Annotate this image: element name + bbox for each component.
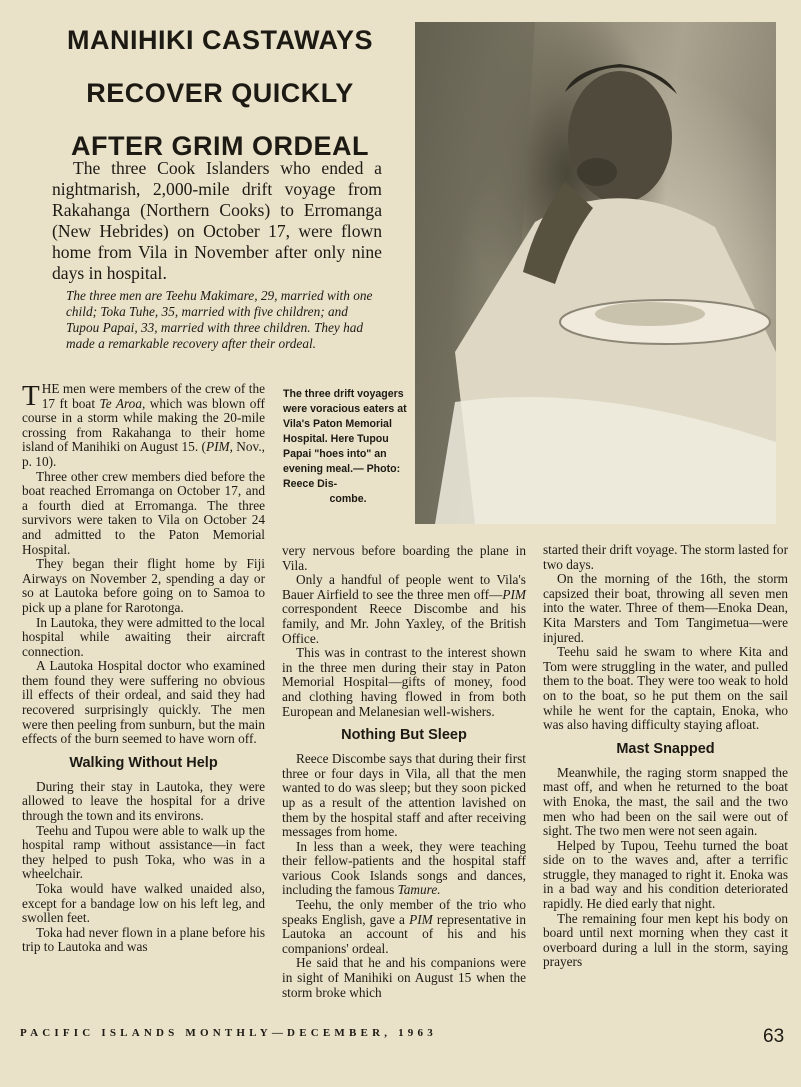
lede-paragraph: The three Cook Islanders who ended a nightmarish, 2,000-mile drift voyage from Rakahanga (Northern Cooks) to Erromanga (New Hebrides) on October 17, were flown home from Vila in November after only nine days in hospital. — [52, 158, 382, 283]
column3-paragraph-5: Helped by Tupou, Teehu turned the boat side on to the waves and, after a terrific struggle, they managed to right it. Enoka was in a bad way and his condition deteriorated rapidly. He died early that night. — [543, 837, 788, 912]
caption-credit-end: combe. — [329, 493, 367, 505]
column2-paragraph-5 — [282, 840, 526, 898]
column3-paragraph-4: Meanwhile, the raging storm snapped the mast off, and when he returned to the boat with Enoka, the mast, the sail and the two men who had been on the sail were out of sight. The two men were not seen again. — [543, 764, 788, 839]
column2-paragraph-6 — [282, 898, 526, 956]
column1-paragraph-3: They began their flight home by Fiji Airways on November 2, spending a day or so at Lautoka before going on to Samoa to pick up a plane for Rarotonga. — [22, 556, 265, 615]
column2-paragraph-1: very nervous before boarding the plane in Vila. — [282, 543, 526, 573]
headline-line-2: RECOVER QUICKLY — [86, 78, 354, 108]
subhead-mast-snapped: Mast Snapped — [616, 740, 715, 757]
boat-name: Te Aroa, — [99, 395, 146, 411]
column2-paragraph-3: This was in contrast to the interest shown in the three men during their stay in Paton Memorial Hospital—gifts of money, food and clothing having flowed in from both European and Melanesian well-wishers. — [282, 645, 526, 719]
page-number: 63 — [763, 1026, 785, 1047]
column3-paragraph-1: started their drift voyage. The storm lasted for two days. — [543, 542, 788, 572]
col2-p2-start: Only a handful of people went to Vila's Bauer Airfield to see the three men off— — [282, 572, 526, 602]
column1-paragraph-9: Toka had never flown in a plane before his trip to Lautoka and was — [22, 924, 265, 955]
column3-paragraph-6: The remaining four men kept his body on board until next morning when they cast it overboard during a lull in the storm, saying prayers — [543, 910, 788, 970]
page-footer: PACIFIC ISLANDS MONTHLY—DECEMBER, 1963 — [20, 1027, 437, 1039]
pim-reference: PIM — [502, 586, 526, 602]
headline-line-3: AFTER GRIM ORDEAL — [71, 131, 369, 161]
castaway-photo — [415, 22, 776, 524]
article-lede — [52, 158, 382, 284]
subhead-walking-without-help: Walking Without Help — [69, 754, 218, 771]
subhead-nothing-but-sleep: Nothing But Sleep — [341, 727, 467, 744]
pim-reference: PIM — [409, 911, 433, 927]
col2-p6-end: representative in Lautoka an account of his and his companions' ordeal. — [282, 911, 526, 956]
pim-reference: PIM, — [205, 439, 233, 455]
photo-caption — [283, 387, 413, 507]
headline-line-1: MANIHIKI CASTAWAYS — [66, 25, 374, 55]
article-summary — [66, 288, 382, 352]
column1-paragraph-8: Toka would have walked unaided also, except for a bandage low on his left leg, and swollen feet. — [22, 881, 265, 926]
column1-paragraph-6: During their stay in Lautoka, they were allowed to leave the hospital for a drive through the town and its environs. — [22, 778, 265, 824]
column2-paragraph-7: He said that he and his companions were in sight of Manihiki on August 15 when the storm broke which — [282, 955, 526, 1000]
column1-paragraph-4: In Lautoka, they were admitted to the local hospital while awaiting their aircraft connection. — [22, 614, 265, 659]
col2-p5-start: In less than a week, they were teaching their fellow-patients and the hospital staff various Cook Islands songs and dances, including the famous — [282, 838, 526, 898]
article-column-3 — [543, 543, 788, 970]
column3-paragraph-2: On the morning of the 16th, the storm capsized their boat, throwing all seven men into the water. Three of them—Enoka Dean, Kita Marsters and Tom Tangimetua—were injured. — [543, 571, 788, 645]
photo-illustration — [415, 22, 776, 524]
col2-p2-end: correspondent Reece Discombe and his family, and Mr. John Yaxley, of the British Office. — [282, 601, 526, 646]
caption-text: The three drift voyagers were voracious eaters at Vila's Paton Memorial Hospital. Here Tupou Papai "hoes into" an evening meal.— Photo: Reece Dis- — [283, 388, 407, 490]
column2-paragraph-2 — [282, 573, 526, 646]
col2-p6-start: Teehu, the only member of the trio who speaks English, gave a — [282, 897, 526, 927]
drop-cap: T — [22, 380, 40, 412]
tamure-dance: Tamure. — [397, 882, 441, 898]
column1-paragraph-7: Teehu and Tupou were able to walk up the hospital ramp without assistance—in fact they helped to push Toka, who was in a wheelchair. — [22, 822, 265, 882]
column1-paragraph-1 — [22, 382, 265, 470]
col1-p1-start: HE men were members of the crew of the 17 ft boat — [41, 381, 265, 411]
summary-paragraph: The three men are Teehu Makimare, 29, married with one child; Toka Tuhe, 35, married with five children; and Tupou Papai, 33, married with three children. They had made a remarkable recovery after their ordeal. — [66, 288, 373, 351]
column1-paragraph-5: A Lautoka Hospital doctor who examined them found they were suffering no obvious ill effects of their ordeal, and said they had recovered surprisingly quickly. The men were then peeling from sunburn, but the main effects of the burn seemed to have worn off. — [22, 658, 265, 747]
col1-p1-mid: which was blown off course in a storm while making the 20-mile crossing from Rakahanga to their home island of Manihiki on August 15. ( — [22, 395, 265, 455]
article-headline — [40, 14, 400, 173]
article-column-1 — [22, 382, 265, 955]
column1-paragraph-2: Three other crew members died before the boat reached Erromanga on October 17, and a fourth died at Erromanga. The three survivors were taken to Vila on October 24 and admitted to the Paton Memorial Hospital. — [22, 468, 265, 557]
col1-p1-end: Nov., p. 10). — [22, 439, 265, 469]
article-column-2 — [282, 544, 526, 1000]
column3-paragraph-3: Teehu said he swam to where Kita and Tom were struggling in the water, and pulled them to the boat. They were too weak to hold on to the boat, so he put them on the sail while he went for the captain, Enoka, who was also having difficulty staying afloat. — [543, 644, 788, 733]
column2-paragraph-4: Reece Discombe says that during their first three or four days in Vila, all that the men wanted to do was sleep; but they soon picked up as a result of the attention lavished on them by the hospital staff and after receiving messages from home. — [282, 751, 526, 840]
